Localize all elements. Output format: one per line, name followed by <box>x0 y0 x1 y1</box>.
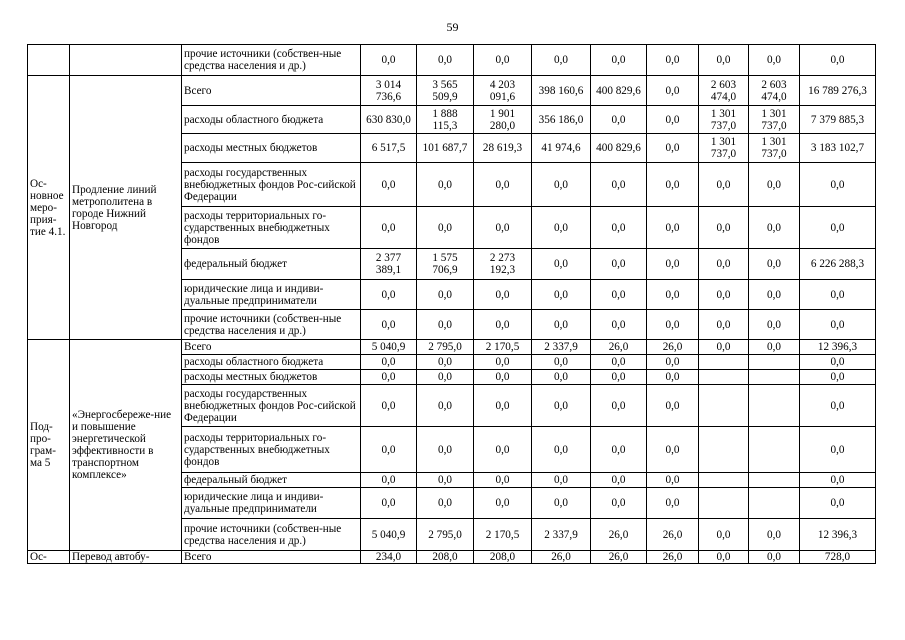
amount-cell: 0,0 <box>800 45 876 76</box>
amount-cell: 0,0 <box>417 473 474 488</box>
amount-cell: 0,0 <box>417 45 474 76</box>
amount-cell: 0,0 <box>361 488 417 519</box>
amount-cell: 0,0 <box>647 45 699 76</box>
amount-cell: 0,0 <box>800 207 876 249</box>
amount-cell: 0,0 <box>361 310 417 340</box>
activity-name <box>70 45 182 76</box>
amount-cell <box>699 385 749 427</box>
amount-cell: 0,0 <box>591 427 647 473</box>
funding-source: Всего <box>182 340 361 355</box>
amount-cell: 1 301 737,0 <box>749 106 800 134</box>
amount-cell: 0,0 <box>591 310 647 340</box>
amount-cell: 0,0 <box>591 385 647 427</box>
amount-cell: 0,0 <box>361 280 417 310</box>
amount-cell: 1 301 737,0 <box>699 134 749 163</box>
amount-cell: 0,0 <box>647 134 699 163</box>
amount-cell: 0,0 <box>699 163 749 207</box>
amount-cell: 0,0 <box>591 207 647 249</box>
amount-cell: 0,0 <box>800 310 876 340</box>
amount-cell: 0,0 <box>474 207 532 249</box>
amount-cell <box>699 370 749 385</box>
funding-source: расходы государственных внебюджетных фондов Рос-сийской Федерации <box>182 163 361 207</box>
amount-cell: 7 379 885,3 <box>800 106 876 134</box>
amount-cell: 0,0 <box>749 163 800 207</box>
amount-cell: 0,0 <box>800 280 876 310</box>
amount-cell: 0,0 <box>474 163 532 207</box>
amount-cell: 0,0 <box>532 249 591 280</box>
amount-cell: 0,0 <box>749 280 800 310</box>
funding-source: Всего <box>182 76 361 106</box>
amount-cell: 16 789 276,3 <box>800 76 876 106</box>
amount-cell: 0,0 <box>591 473 647 488</box>
amount-cell: 0,0 <box>749 249 800 280</box>
amount-cell: 5 040,9 <box>361 340 417 355</box>
funding-source: прочие источники (собствен-ные средства населения и др.) <box>182 310 361 340</box>
funding-source: расходы областного бюджета <box>182 106 361 134</box>
amount-cell <box>749 385 800 427</box>
funding-source: федеральный бюджет <box>182 473 361 488</box>
amount-cell: 6 226 288,3 <box>800 249 876 280</box>
amount-cell: 26,0 <box>532 551 591 564</box>
amount-cell: 0,0 <box>591 45 647 76</box>
amount-cell: 0,0 <box>699 280 749 310</box>
funding-source: расходы областного бюджета <box>182 355 361 370</box>
amount-cell: 0,0 <box>800 473 876 488</box>
amount-cell: 2 337,9 <box>532 519 591 551</box>
amount-cell: 0,0 <box>647 207 699 249</box>
amount-cell: 0,0 <box>800 355 876 370</box>
amount-cell: 12 396,3 <box>800 340 876 355</box>
amount-cell: 0,0 <box>749 310 800 340</box>
amount-cell: 0,0 <box>647 370 699 385</box>
amount-cell: 0,0 <box>417 355 474 370</box>
amount-cell: 6 517,5 <box>361 134 417 163</box>
amount-cell: 400 829,6 <box>591 76 647 106</box>
amount-cell: 0,0 <box>474 310 532 340</box>
amount-cell: 0,0 <box>647 106 699 134</box>
amount-cell: 0,0 <box>532 310 591 340</box>
amount-cell: 0,0 <box>699 45 749 76</box>
table-row <box>28 340 876 355</box>
amount-cell: 0,0 <box>699 249 749 280</box>
amount-cell: 1 888 115,3 <box>417 106 474 134</box>
amount-cell <box>699 473 749 488</box>
amount-cell: 0,0 <box>417 427 474 473</box>
amount-cell: 208,0 <box>417 551 474 564</box>
funding-source: юридические лица и индиви-дуальные предприниматели <box>182 280 361 310</box>
amount-cell <box>749 473 800 488</box>
amount-cell: 0,0 <box>361 427 417 473</box>
amount-cell: 2 377 389,1 <box>361 249 417 280</box>
amount-cell: 2 603 474,0 <box>749 76 800 106</box>
amount-cell: 0,0 <box>532 207 591 249</box>
amount-cell: 0,0 <box>532 355 591 370</box>
funding-source: юридические лица и индиви-дуальные предприниматели <box>182 488 361 519</box>
amount-cell: 2 337,9 <box>532 340 591 355</box>
amount-cell: 630 830,0 <box>361 106 417 134</box>
table-row <box>28 76 876 106</box>
amount-cell: 0,0 <box>647 249 699 280</box>
amount-cell: 0,0 <box>749 207 800 249</box>
amount-cell: 0,0 <box>417 310 474 340</box>
amount-cell <box>699 488 749 519</box>
amount-cell: 0,0 <box>800 370 876 385</box>
amount-cell: 0,0 <box>417 207 474 249</box>
amount-cell: 0,0 <box>749 551 800 564</box>
amount-cell: 2 170,5 <box>474 519 532 551</box>
amount-cell: 26,0 <box>591 340 647 355</box>
amount-cell: 2 603 474,0 <box>699 76 749 106</box>
activity-name: «Энергосбереже-ние и повышение энергетической эффективности в транспортном комплексе» <box>70 340 182 551</box>
amount-cell: 0,0 <box>361 45 417 76</box>
amount-cell: 26,0 <box>647 340 699 355</box>
amount-cell: 398 160,6 <box>532 76 591 106</box>
amount-cell <box>699 355 749 370</box>
amount-cell: 1 301 737,0 <box>699 106 749 134</box>
amount-cell: 234,0 <box>361 551 417 564</box>
table-row <box>28 45 876 76</box>
amount-cell: 0,0 <box>361 473 417 488</box>
activity-name: Перевод автобу- <box>70 551 182 564</box>
amount-cell: 0,0 <box>647 76 699 106</box>
amount-cell: 0,0 <box>647 280 699 310</box>
amount-cell: 0,0 <box>532 45 591 76</box>
amount-cell: 0,0 <box>361 163 417 207</box>
amount-cell: 0,0 <box>361 385 417 427</box>
amount-cell: 1 301 737,0 <box>749 134 800 163</box>
amount-cell: 0,0 <box>699 310 749 340</box>
amount-cell: 0,0 <box>474 473 532 488</box>
amount-cell: 0,0 <box>474 45 532 76</box>
amount-cell: 0,0 <box>647 163 699 207</box>
amount-cell: 0,0 <box>417 488 474 519</box>
amount-cell <box>699 427 749 473</box>
funding-source: прочие источники (собствен-ные средства населения и др.) <box>182 519 361 551</box>
amount-cell: 0,0 <box>800 163 876 207</box>
amount-cell <box>749 355 800 370</box>
amount-cell: 12 396,3 <box>800 519 876 551</box>
funding-source: расходы государственных внебюджетных фондов Рос-сийской Федерации <box>182 385 361 427</box>
amount-cell: 0,0 <box>647 385 699 427</box>
budget-table-body <box>28 45 876 564</box>
funding-source: прочие источники (собствен-ные средства населения и др.) <box>182 45 361 76</box>
amount-cell: 1 575 706,9 <box>417 249 474 280</box>
activity-code: Ос- <box>28 551 70 564</box>
amount-cell: 0,0 <box>532 427 591 473</box>
amount-cell: 101 687,7 <box>417 134 474 163</box>
amount-cell: 0,0 <box>532 488 591 519</box>
amount-cell: 0,0 <box>591 280 647 310</box>
funding-source: расходы территориальных го-сударственных внебюджетных фондов <box>182 207 361 249</box>
amount-cell: 3 014 736,6 <box>361 76 417 106</box>
amount-cell: 0,0 <box>474 385 532 427</box>
amount-cell: 0,0 <box>749 45 800 76</box>
funding-source: расходы местных бюджетов <box>182 370 361 385</box>
amount-cell: 356 186,0 <box>532 106 591 134</box>
amount-cell: 0,0 <box>417 385 474 427</box>
funding-source: федеральный бюджет <box>182 249 361 280</box>
amount-cell: 0,0 <box>699 207 749 249</box>
amount-cell: 3 565 509,9 <box>417 76 474 106</box>
amount-cell: 728,0 <box>800 551 876 564</box>
amount-cell <box>749 427 800 473</box>
amount-cell: 208,0 <box>474 551 532 564</box>
page-number: 59 <box>446 20 459 34</box>
funding-source: Всего <box>182 551 361 564</box>
amount-cell: 0,0 <box>474 370 532 385</box>
amount-cell: 2 170,5 <box>474 340 532 355</box>
amount-cell: 2 273 192,3 <box>474 249 532 280</box>
amount-cell: 0,0 <box>417 280 474 310</box>
amount-cell: 41 974,6 <box>532 134 591 163</box>
amount-cell: 0,0 <box>800 427 876 473</box>
amount-cell: 0,0 <box>474 488 532 519</box>
budget-table <box>27 44 876 564</box>
amount-cell: 0,0 <box>361 370 417 385</box>
amount-cell: 0,0 <box>532 280 591 310</box>
amount-cell: 0,0 <box>474 427 532 473</box>
amount-cell: 0,0 <box>591 488 647 519</box>
amount-cell: 0,0 <box>699 519 749 551</box>
amount-cell: 0,0 <box>647 355 699 370</box>
amount-cell: 1 901 280,0 <box>474 106 532 134</box>
funding-source: расходы местных бюджетов <box>182 134 361 163</box>
amount-cell: 0,0 <box>647 488 699 519</box>
activity-code: Ос-новное меро-прия-тие 4.1. <box>28 76 70 340</box>
amount-cell: 0,0 <box>532 163 591 207</box>
amount-cell: 0,0 <box>749 340 800 355</box>
amount-cell: 2 795,0 <box>417 340 474 355</box>
amount-cell: 0,0 <box>699 551 749 564</box>
amount-cell <box>749 488 800 519</box>
amount-cell <box>749 370 800 385</box>
amount-cell: 0,0 <box>699 340 749 355</box>
amount-cell: 0,0 <box>591 370 647 385</box>
table-row <box>28 551 876 564</box>
amount-cell: 4 203 091,6 <box>474 76 532 106</box>
activity-name: Продление линий метрополитена в городе Нижний Новгород <box>70 76 182 340</box>
amount-cell: 0,0 <box>474 280 532 310</box>
amount-cell: 0,0 <box>361 355 417 370</box>
amount-cell: 0,0 <box>532 370 591 385</box>
amount-cell: 0,0 <box>647 427 699 473</box>
amount-cell: 0,0 <box>800 488 876 519</box>
amount-cell: 400 829,6 <box>591 134 647 163</box>
amount-cell: 0,0 <box>474 355 532 370</box>
amount-cell: 0,0 <box>417 370 474 385</box>
amount-cell: 0,0 <box>591 249 647 280</box>
amount-cell: 26,0 <box>647 551 699 564</box>
amount-cell: 3 183 102,7 <box>800 134 876 163</box>
amount-cell: 26,0 <box>591 519 647 551</box>
amount-cell: 0,0 <box>361 207 417 249</box>
amount-cell: 26,0 <box>591 551 647 564</box>
amount-cell: 0,0 <box>647 473 699 488</box>
amount-cell: 0,0 <box>591 163 647 207</box>
amount-cell: 28 619,3 <box>474 134 532 163</box>
activity-code: Под-про-грам-ма 5 <box>28 340 70 551</box>
amount-cell: 0,0 <box>800 385 876 427</box>
amount-cell: 0,0 <box>532 385 591 427</box>
amount-cell: 2 795,0 <box>417 519 474 551</box>
funding-source: расходы территориальных го-сударственных внебюджетных фондов <box>182 427 361 473</box>
amount-cell: 0,0 <box>749 519 800 551</box>
amount-cell: 0,0 <box>591 106 647 134</box>
amount-cell: 0,0 <box>647 310 699 340</box>
amount-cell: 0,0 <box>532 473 591 488</box>
amount-cell: 26,0 <box>647 519 699 551</box>
amount-cell: 5 040,9 <box>361 519 417 551</box>
amount-cell: 0,0 <box>417 163 474 207</box>
amount-cell: 0,0 <box>591 355 647 370</box>
activity-code <box>28 45 70 76</box>
